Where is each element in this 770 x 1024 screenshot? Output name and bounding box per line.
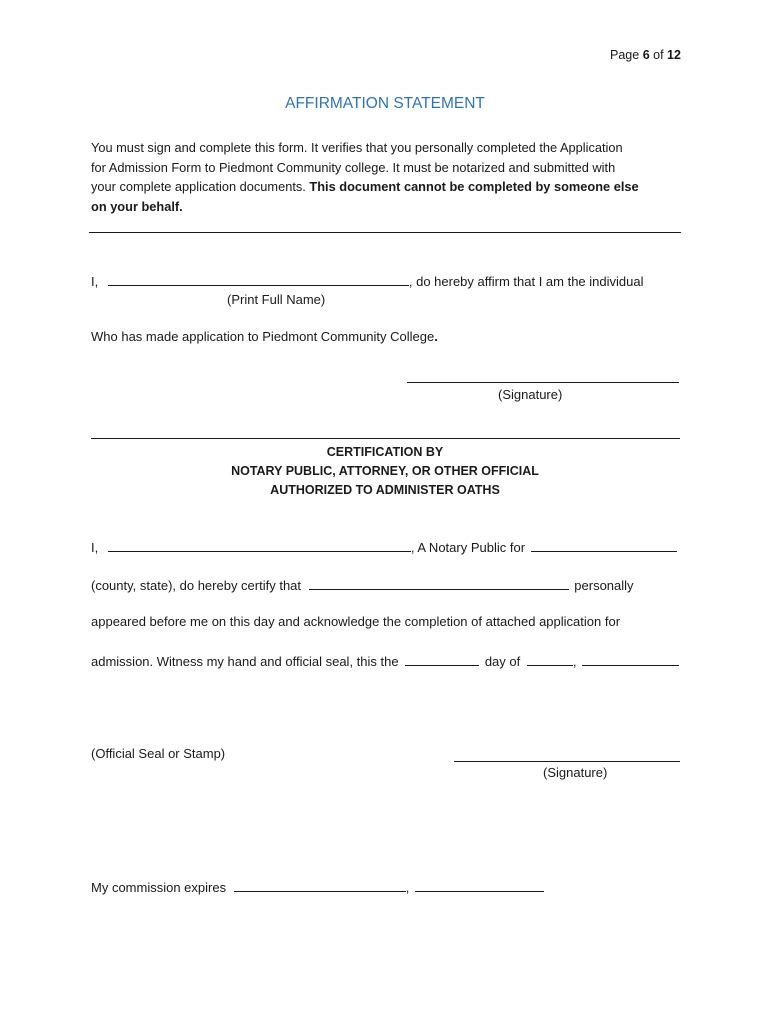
seal-caption: (Official Seal or Stamp) <box>91 746 226 761</box>
year-field[interactable] <box>582 652 679 666</box>
date-comma: , <box>572 654 577 669</box>
page-total: 12 <box>667 48 681 62</box>
notary-signature-field[interactable] <box>454 761 680 762</box>
page-prefix: Page <box>610 48 640 62</box>
applicant-signature-caption: (Signature) <box>498 387 563 402</box>
notary-row-1 <box>91 538 677 555</box>
notary-signature-caption: (Signature) <box>543 765 608 780</box>
page-number <box>610 48 681 62</box>
intro-line-3 <box>91 177 639 197</box>
notary-row-3: appeared before me on this day and acknowledge the completion of attached application for <box>91 614 621 629</box>
applicant-name-field[interactable] <box>309 576 569 590</box>
intro-line-4-bold: on your behalf. <box>91 198 183 214</box>
full-name-field[interactable] <box>108 272 409 286</box>
section-divider-top <box>89 232 681 233</box>
intro-line-4 <box>91 197 639 217</box>
notary-i-label: I, <box>91 540 99 555</box>
commission-year-field[interactable] <box>415 878 544 892</box>
intro-line-2: for Admission Form to Piedmont Community college. It must be notarized and submitted with <box>91 159 616 175</box>
section-divider-middle <box>91 438 680 439</box>
commission-expiry-field[interactable] <box>234 878 406 892</box>
commission-comma: , <box>405 880 410 895</box>
notary-for-text: , A Notary Public for <box>410 540 526 555</box>
notary-county-field[interactable] <box>531 538 677 552</box>
month-field[interactable] <box>527 652 573 666</box>
applicant-signature-field[interactable] <box>407 382 679 383</box>
applicant-statement <box>91 329 438 344</box>
notary-name-field[interactable] <box>108 538 411 552</box>
county-state-text: (county, state), do hereby certify that <box>91 578 302 593</box>
day-of-text: day of <box>484 654 521 669</box>
affirm-row <box>91 272 643 289</box>
commission-text: My commission expires <box>91 880 227 895</box>
page-current: 6 <box>642 48 650 62</box>
certification-heading <box>0 443 770 500</box>
intro-paragraph <box>91 138 639 216</box>
intro-line-3-bold: This document cannot be completed by someone else <box>309 179 639 194</box>
certification-line-2: NOTARY PUBLIC, ATTORNEY, OR OTHER OFFICIAL <box>231 464 539 478</box>
commission-row <box>91 878 544 895</box>
applicant-text: Who has made application to Piedmont Community College <box>91 329 435 344</box>
intro-line-3-normal: your complete application documents. <box>91 179 306 194</box>
notary-row-2 <box>91 576 634 593</box>
notary-row-4 <box>91 652 679 669</box>
certification-line-3: AUTHORIZED TO ADMINISTER OATHS <box>270 483 500 497</box>
print-name-caption: (Print Full Name) <box>227 292 326 307</box>
affirm-text: , do hereby affirm that I am the individual <box>408 274 644 289</box>
personally-text: personally <box>574 578 634 593</box>
day-field[interactable] <box>405 652 479 666</box>
applicant-period: . <box>434 329 438 344</box>
intro-line-1: You must sign and complete this form. It verifies that you personally completed the Application <box>91 140 623 155</box>
admission-text: admission. Witness my hand and official seal, this the <box>91 654 399 669</box>
certification-line-1: CERTIFICATION BY <box>326 445 444 459</box>
affirm-i-label: I, <box>91 274 99 289</box>
page-of: of <box>653 48 664 62</box>
page-title: AFFIRMATION STATEMENT <box>285 95 485 112</box>
